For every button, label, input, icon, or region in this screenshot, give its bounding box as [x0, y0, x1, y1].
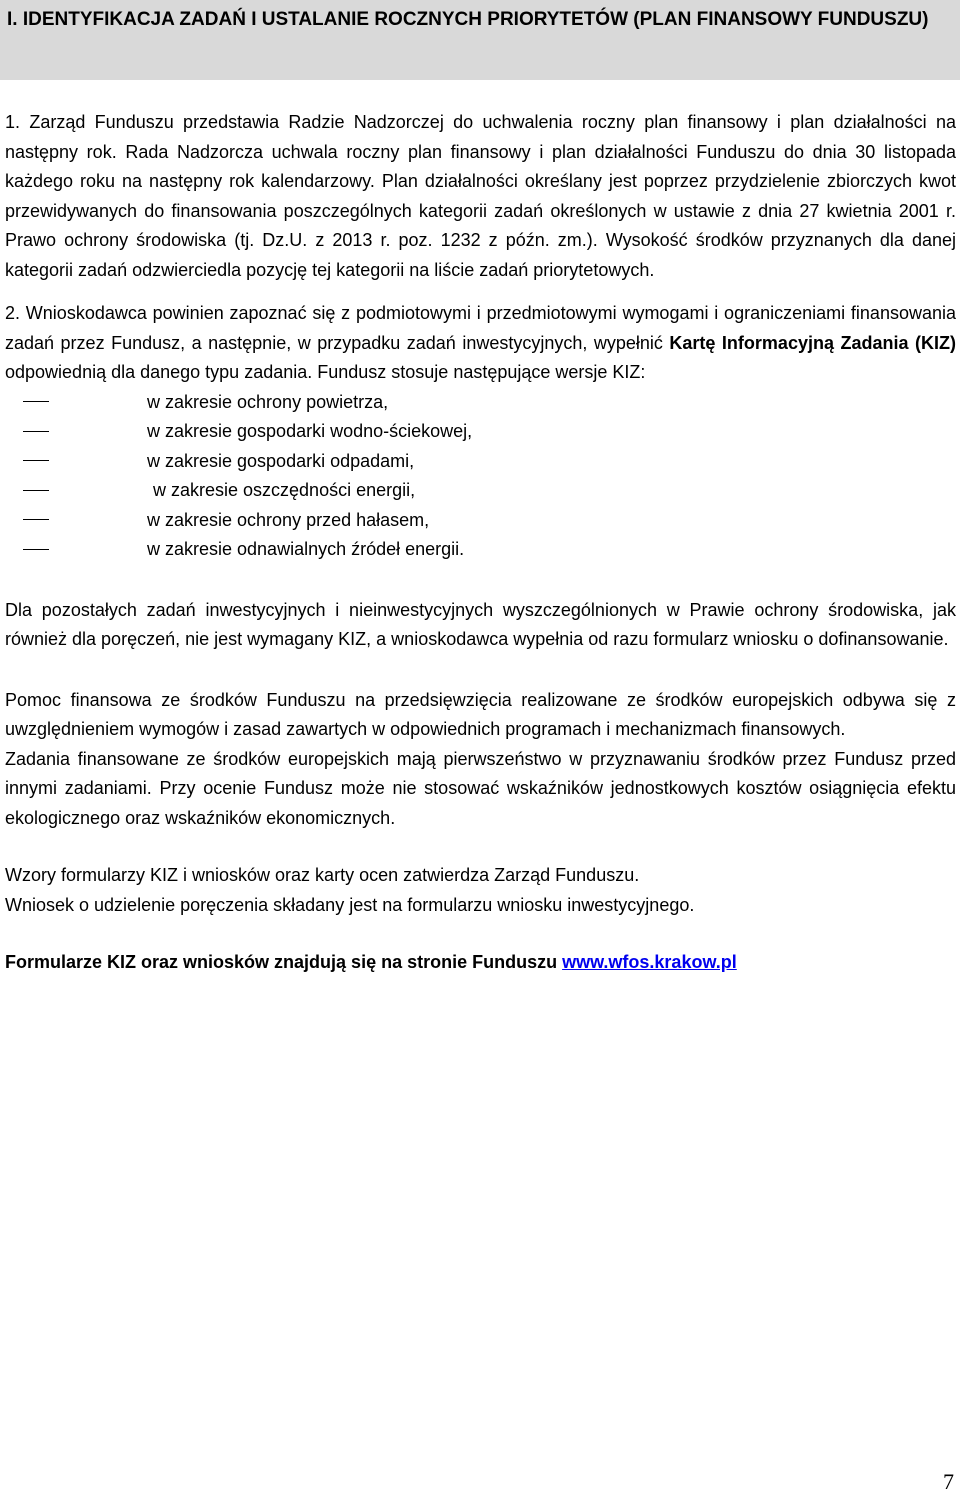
dash-bullet-icon — [23, 417, 147, 447]
paragraph-wzory-formularzy: Wzory formularzy KIZ i wniosków oraz karty ocen zatwierdza Zarząd Funduszu. — [5, 865, 640, 885]
paragraph-pomoc-finansowa: Pomoc finansowa ze środków Funduszu na przedsięwzięcia realizowane ze środków europejskich odbywa się z uwzględnieniem wymogów i zasad zawartych w odpowiednich programach i mechanizmach finansowych. — [5, 689, 956, 739]
dash-bullet-icon — [23, 388, 147, 418]
list-item-label: w zakresie gospodarki odpadami, — [147, 450, 415, 471]
section-header-band — [0, 0, 960, 80]
paragraph-poreczenie: Wniosek o udzielenie poręczenia składany jest na formularzu wniosku inwestycyjnego. — [5, 894, 695, 915]
list-item — [23, 506, 956, 536]
paragraph-wnioskodawca-text-end: odpowiednią dla danego typu zadania. Fundusz stosuje następujące wersje KIZ: — [5, 362, 646, 382]
kiz-versions-list — [5, 388, 956, 565]
list-item — [23, 388, 956, 418]
dash-bullet-icon — [23, 476, 153, 506]
list-item — [23, 447, 956, 477]
list-item-label: w zakresie odnawialnych źródeł energii. — [147, 539, 465, 559]
paragraph-pierwszenstwo: Zadania finansowane ze środków europejskich mają pierwszeństwo w przyznawaniu środków przez Fundusz przed innymi zadaniami. Przy ocenie Fundusz może nie stosować wskaźników jednostkowych kosztów osiągnięcia efektu ekologicznego oraz wskaźników ekonomicznych. — [5, 748, 956, 828]
formularze-text: Formularze KIZ oraz wniosków znajdują się na stronie Funduszu — [5, 952, 563, 972]
list-item-label: w zakresie ochrony powietrza, — [147, 391, 389, 412]
paragraph-wnioskodawca — [5, 299, 956, 388]
list-item-label: w zakresie ochrony przed hałasem, — [147, 509, 430, 530]
kiz-term: Kartę Informacyjną Zadania (KIZ) — [669, 332, 956, 353]
list-item — [23, 417, 956, 447]
list-item-label: w zakresie gospodarki wodno-ściekowej, — [147, 421, 473, 441]
list-item-label: w zakresie oszczędności energii, — [153, 480, 416, 500]
list-item — [23, 476, 956, 506]
fund-website-link[interactable]: www.wfos.krakow.pl — [562, 952, 737, 972]
dash-bullet-icon — [23, 447, 147, 477]
document-body — [5, 108, 956, 978]
section-title: I. IDENTYFIKACJA ZADAŃ I USTALANIE ROCZNYCH PRIORYTETÓW (PLAN FINANSOWY FUNDUSZU) — [7, 9, 929, 30]
list-item — [23, 535, 956, 565]
paragraph-formularze — [5, 948, 956, 978]
paragraph-plan-finansowy: 1. Zarząd Funduszu przedstawia Radzie Nadzorczej do uchwalenia roczny plan finansowy i plan działalności na następny rok. Rada Nadzorcza uchwala roczny plan finansowy i plan działalności Funduszu do dnia 30 listopada każdego roku na następny rok kalendarzowy. Plan działalności określany jest poprzez przydzielenie zbiorczych kwot przewidywanych do finansowania poszczególnych kategorii zadań określonych w ustawie z dnia 27 kwietnia 2001 r. Prawo ochrony środowiska (tj. Dz.U. z 2013 r. poz. 1232 z późn. zm.). Wysokość środków przyznanych dla danej kategorii zadań odzwierciedla pozycję tej kategorii na liście zadań priorytetowych. — [5, 112, 956, 280]
dash-bullet-icon — [23, 506, 147, 536]
paragraph-pozostale-zadania: Dla pozostałych zadań inwestycyjnych i nieinwestycyjnych wyszczególnionych w Prawie ochrony środowiska, jak również dla poręczeń, nie jest wymagany KIZ, a wnioskodawca wypełnia od razu formularz wniosku o dofinansowanie. — [5, 599, 956, 649]
paragraph-wnioskodawca-text: 2. Wnioskodawca powinien zapoznać się z podmiotowymi i przedmiotowymi wymogami i ograniczeniami finansowania zadań przez Fundusz, a następnie, w przypadku zadań inwestycyjnych, wypełnić — [5, 303, 956, 353]
page-number: 7 — [943, 1469, 954, 1494]
dash-bullet-icon — [23, 535, 147, 565]
